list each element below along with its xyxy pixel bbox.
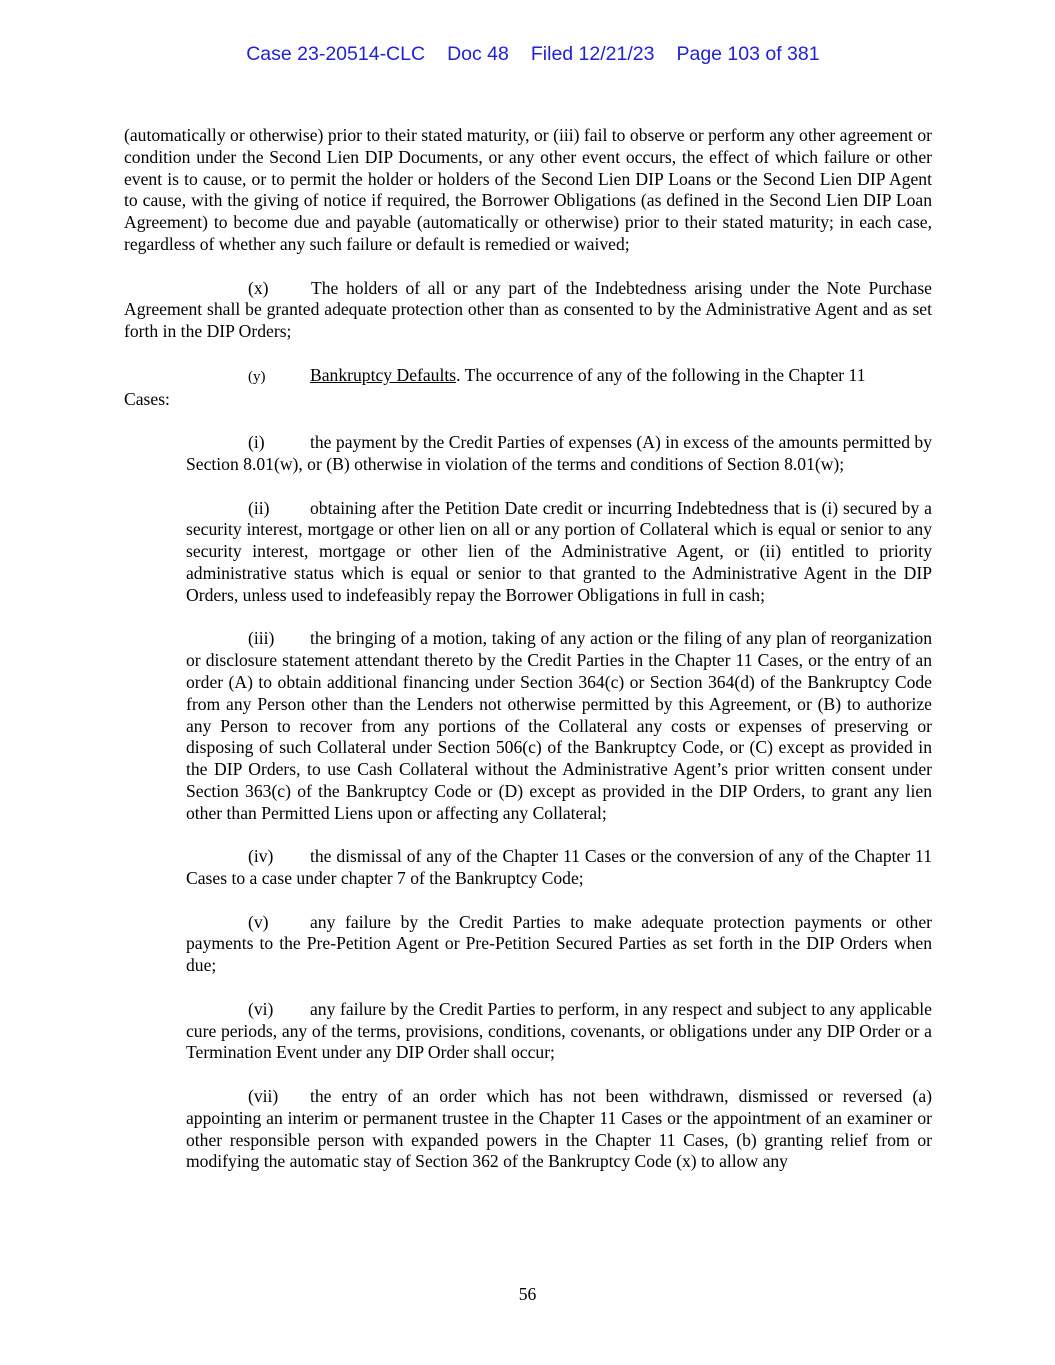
page-of-total: Page 103 of 381 <box>676 43 820 65</box>
paragraph-y <box>124 365 932 389</box>
list-item <box>186 1086 932 1173</box>
list-item-number: (vii) <box>248 1086 279 1107</box>
list-item <box>186 498 932 607</box>
list-item <box>186 846 932 890</box>
case-number: Case 23-20514-CLC <box>246 43 426 65</box>
list-item <box>186 628 932 824</box>
carryover-paragraph: (automatically or otherwise) prior to their stated maturity, or (iii) fail to observe or perform any other agreement or condition under the Second Lien DIP Documents, or any other event occurs, the effect of which failure or other event is to cause, or to permit the holder or holders of the Second Lien DIP Loans or the Second Lien DIP Agent to cause, with the giving of notice if required, the Borrower Obligations (as defined in the Second Lien DIP Loan Agreement) to become due and payable (automatically or otherwise) prior to their stated maturity; in each case, regardless of whether any such failure or default is remedied or waived; <box>124 125 932 254</box>
bankruptcy-defaults-heading: Bankruptcy Defaults <box>310 364 457 385</box>
paragraph-y-number: (y) <box>248 368 266 385</box>
list-item-text: the dismissal of any of the Chapter 11 Cases or the conversion of any of the Chapter 11 Cases to a case under chapter 7 of the Bankruptcy Code; <box>186 846 932 889</box>
paragraph-x <box>124 278 932 343</box>
filed-date: Filed 12/21/23 <box>530 43 655 65</box>
list-item <box>186 912 932 977</box>
list-item <box>186 999 932 1064</box>
list-item-text: the payment by the Credit Parties of expenses (A) in excess of the amounts permitted by Section 8.01(w), or (B) otherwise in violation of the terms and conditions of Section 8.01(w); <box>186 432 932 474</box>
document-body <box>124 125 932 1173</box>
list-item-text: any failure by the Credit Parties to make adequate protection payments or other payments to the Pre-Petition Agent or Pre-Petition Secured Parties as set forth in the DIP Orders when due; <box>186 911 932 976</box>
list-item-number: (v) <box>248 911 269 932</box>
list-item <box>186 432 932 476</box>
document-number: Doc 48 <box>447 43 509 65</box>
list-item-number: (iii) <box>248 628 275 649</box>
list-item-text: obtaining after the Petition Date credit or incurring Indebtedness that is (i) secured by a security interest, mortgage or other lien on all or any portion of Collateral which is equal or senior to any security interest, mortgage or other lien of the Administrative Agent, or (ii) entitled to priority administrative status which is equal or senior to that granted to the Administrative Agent in the DIP Orders, unless used to indefeasibly repay the Borrower Obligations in full in cash; <box>186 497 932 605</box>
list-item-number: (ii) <box>248 497 270 518</box>
list-item-text: the entry of an order which has not been withdrawn, dismissed or reversed (a) appointing an interim or permanent trustee in the Chapter 11 Cases or the appointment of an examiner or other responsible person with expanded powers in the Chapter 11 Cases, (b) granting relief from or modifying the automatic stay of Section 362 of the Bankruptcy Code (x) to allow any <box>186 1086 932 1172</box>
paragraph-y-text: . The occurrence of any of the following in the Chapter 11 <box>456 364 866 385</box>
paragraph-x-text: The holders of all or any part of the Indebtedness arising under the Note Purchase Agreement shall be granted adequate protection other than as consented to by the Administrative Agent and as set forth in the DIP Orders; <box>124 277 932 342</box>
list-item-text: any failure by the Credit Parties to perform, in any respect and subject to any applicable cure periods, any of the terms, provisions, conditions, covenants, or obligations under any DIP Order or a Termination Event under any DIP Order shall occur; <box>186 998 932 1063</box>
list-item-text: the bringing of a motion, taking of any action or the filing of any plan of reorganization or disclosure statement attendant thereto by the Credit Parties in the Chapter 11 Cases, or the entry of an order (A) to obtain additional financing under Section 364(c) or Section 364(d) of the Bankruptcy Code from any Person other than the Lenders not otherwise permitted by this Agreement, or (B) to authorize any Person to recover from any portions of the Collateral any costs or expenses of preserving or disposing of such Collateral under Section 506(c) of the Bankruptcy Code, or (C) except as provided in the DIP Orders, to use Cash Collateral without the Administrative Agent’s prior written consent under Section 363(c) of the Bankruptcy Code or (D) except as provided in the DIP Orders, to grant any lien other than Permitted Liens upon or affecting any Collateral; <box>186 628 932 823</box>
paragraph-y-cases: Cases: <box>124 388 170 409</box>
bankruptcy-defaults-list <box>186 432 932 1173</box>
court-filing-header <box>0 20 1055 66</box>
paragraph-x-number: (x) <box>248 277 269 298</box>
list-item-number: (i) <box>248 432 265 453</box>
page-number: 56 <box>518 1284 537 1304</box>
list-item-number: (iv) <box>248 846 274 867</box>
list-item-number: (vi) <box>248 998 274 1019</box>
